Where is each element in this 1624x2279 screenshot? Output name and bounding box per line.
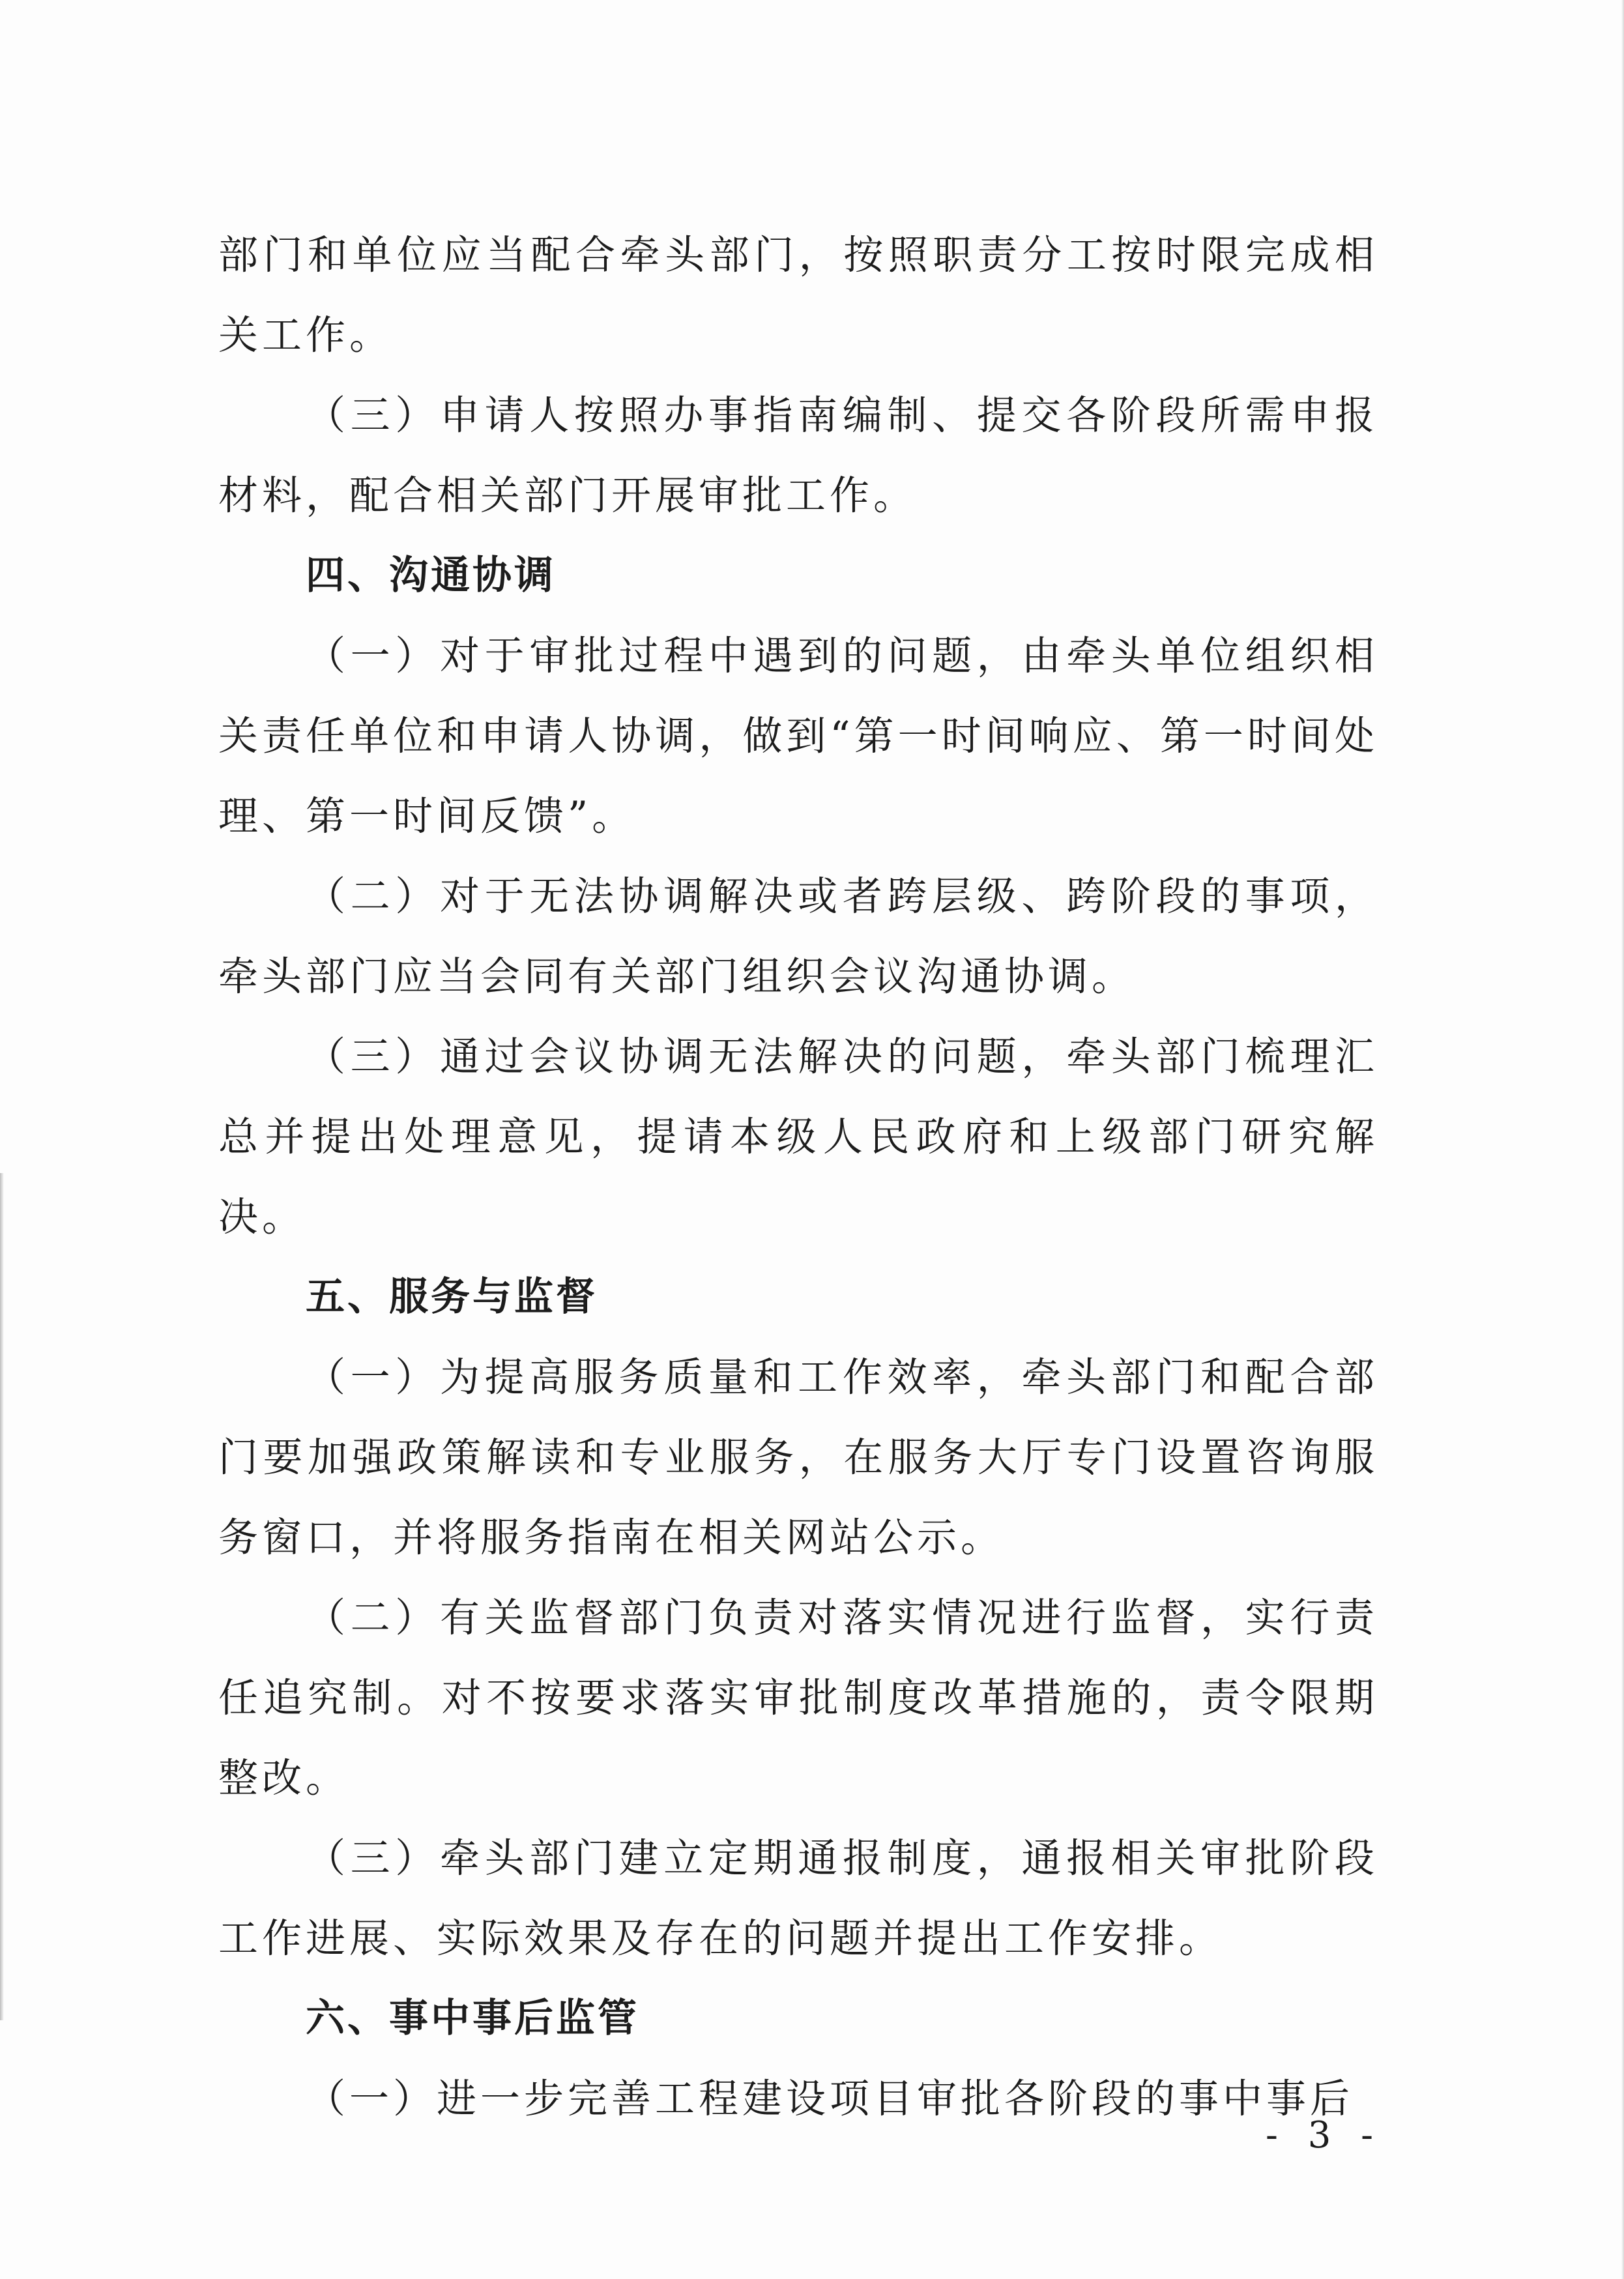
section-heading-4: 四、沟通协调 (306, 553, 556, 598)
scan-shadow-right (1621, 0, 1624, 2279)
scan-shadow-left (0, 1173, 4, 2020)
document-body (218, 215, 1378, 2139)
paragraph-5-2: （二）有关监督部门负责对落实情况进行监督，实行责任追究制。对不按要求落实审批制度改革措施的，责令限期整改。 (218, 1595, 1378, 1801)
page-number: - 3 - (1266, 2114, 1383, 2156)
paragraph-5-1: （一）为提高服务质量和工作效率，牵头部门和配合部门要加强政策解读和专业服务，在服务大厅专门设置咨询服务窗口，并将服务指南在相关网站公示。 (218, 1354, 1378, 1561)
paragraph-6-1: （一）进一步完善工程建设项目审批各阶段的事中事后 (306, 2076, 1354, 2122)
section-heading-6: 六、事中事后监管 (306, 1996, 639, 2041)
section-heading-5: 五、服务与监督 (306, 1274, 598, 1320)
paragraph-4-2: （二）对于无法协调解决或者跨层级、跨阶段的事项，牵头部门应当会同有关部门组织会议沟通协调。 (218, 873, 1378, 1000)
paragraph-4-1: （一）对于审批过程中遇到的问题，由牵头单位组织相关责任单位和申请人协调，做到“第一时间响应、第一时间处理、第一时间反馈”。 (218, 633, 1378, 839)
paragraph-5-3: （三）牵头部门建立定期通报制度，通报相关审批阶段工作进展、实际效果及存在的问题并提出工作安排。 (218, 1835, 1378, 1962)
paragraph-continuation: 部门和单位应当配合牵头部门，按照职责分工按时限完成相关工作。 (218, 232, 1378, 358)
paragraph-4-3: （三）通过会议协调无法解决的问题，牵头部门梳理汇总并提出处理意见，提请本级人民政府和上级部门研究解决。 (218, 1034, 1378, 1240)
paragraph-3-3: （三）申请人按照办事指南编制、提交各阶段所需申报材料，配合相关部门开展审批工作。 (218, 392, 1378, 519)
